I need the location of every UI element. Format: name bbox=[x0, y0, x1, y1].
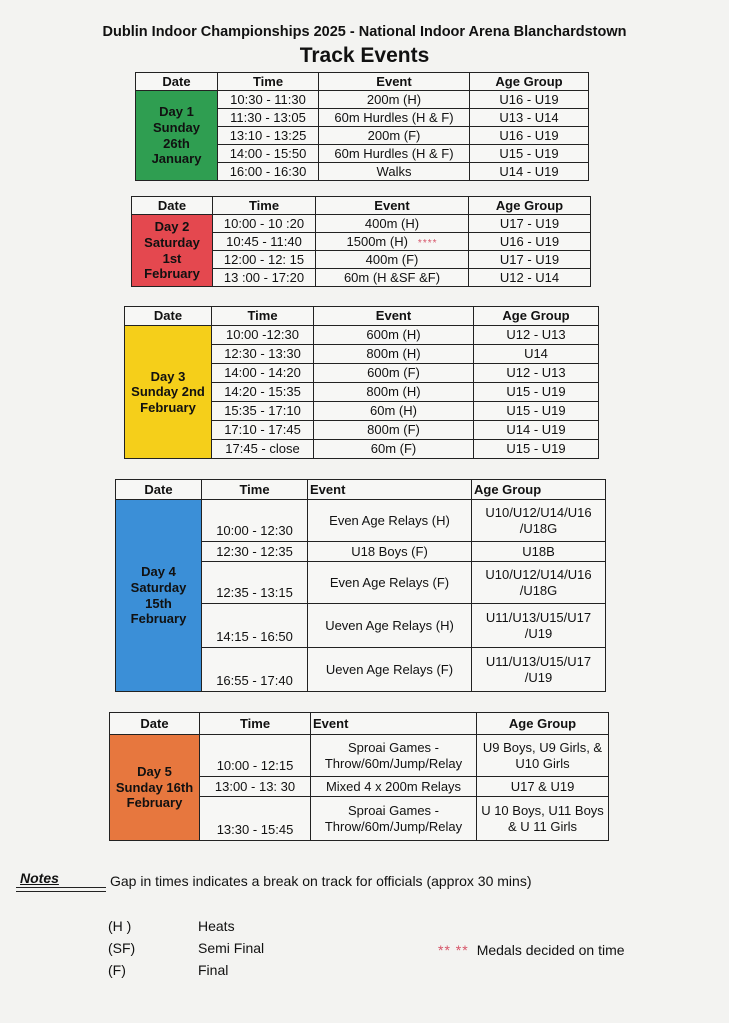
day1-table bbox=[135, 72, 589, 181]
age-cell: U13 - U14 bbox=[470, 109, 589, 127]
day5-table bbox=[109, 712, 609, 841]
day-label: Day 5 bbox=[137, 764, 172, 780]
legend-desc: Heats bbox=[198, 918, 235, 934]
medal-stars: **** bbox=[417, 237, 438, 249]
day-label: Saturday bbox=[130, 579, 187, 595]
day-label: Day 4 bbox=[141, 564, 176, 580]
header-time: Time bbox=[200, 713, 311, 735]
age-cell: U14 - U19 bbox=[474, 421, 599, 440]
age-cell: U18B bbox=[472, 542, 606, 562]
medals-text: Medals decided on time bbox=[476, 942, 625, 958]
header-age-group: Age Group bbox=[470, 73, 589, 91]
event-cell: Mixed 4 x 200m Relays bbox=[311, 777, 477, 797]
medals-note bbox=[438, 942, 625, 958]
header-event: Event bbox=[316, 197, 469, 215]
day-label: January bbox=[151, 151, 202, 167]
age-cell: U15 - U19 bbox=[474, 383, 599, 402]
header-time: Time bbox=[218, 73, 319, 91]
day-label: February bbox=[144, 266, 200, 282]
time-cell: 14:15 - 16:50 bbox=[202, 604, 308, 648]
age-cell: U10/U12/U14/U16 /U18G bbox=[472, 562, 606, 604]
notes-divider bbox=[16, 891, 106, 892]
age-cell: U9 Boys, U9 Girls, & U10 Girls bbox=[477, 735, 609, 777]
event-cell: 600m (F) bbox=[314, 364, 474, 383]
event-cell: U18 Boys (F) bbox=[308, 542, 472, 562]
legend-code: (SF) bbox=[108, 940, 136, 956]
legend-code: (H ) bbox=[108, 918, 132, 934]
day-label: 15th bbox=[145, 595, 172, 611]
header-date: Date bbox=[116, 480, 202, 500]
time-cell: 10:00 -12:30 bbox=[212, 326, 314, 345]
age-cell: U17 & U19 bbox=[477, 777, 609, 797]
event-cell: Sproai Games - Throw/60m/Jump/Relay bbox=[311, 735, 477, 777]
day4-table bbox=[115, 479, 606, 692]
day-label: Day 2 bbox=[154, 219, 190, 235]
age-cell: U14 bbox=[474, 345, 599, 364]
legend-desc: Final bbox=[198, 962, 229, 978]
notes-text: Gap in times indicates a break on track for officials (approx 30 mins) bbox=[110, 873, 532, 889]
day-label: Day 3 bbox=[150, 368, 186, 384]
day2-date-cell bbox=[132, 215, 213, 287]
header-event: Event bbox=[308, 480, 472, 500]
event-cell: Ueven Age Relays (F) bbox=[308, 648, 472, 692]
legend-desc: Semi Final bbox=[198, 940, 265, 956]
age-cell: U11/U13/U15/U17 /U19 bbox=[472, 648, 606, 692]
event-text: 1500m (H) bbox=[346, 233, 408, 249]
age-cell: U12 - U13 bbox=[474, 364, 599, 383]
age-cell: U11/U13/U15/U17 /U19 bbox=[472, 604, 606, 648]
age-cell: U 10 Boys, U11 Boys & U 11 Girls bbox=[477, 797, 609, 841]
medal-stars: ** ** bbox=[438, 942, 469, 958]
day3-date-cell bbox=[125, 326, 212, 459]
time-cell: 13:10 - 13:25 bbox=[218, 127, 319, 145]
day-label: Sunday 26th bbox=[153, 119, 200, 151]
legend-code: (F) bbox=[108, 962, 126, 978]
age-cell: U15 - U19 bbox=[474, 440, 599, 459]
header-time: Time bbox=[202, 480, 308, 500]
header-event: Event bbox=[319, 73, 470, 91]
event-cell: Even Age Relays (H) bbox=[308, 500, 472, 542]
day3-table bbox=[124, 306, 599, 459]
page-subtitle: Track Events bbox=[299, 44, 430, 67]
header-date: Date bbox=[132, 197, 213, 215]
event-cell: 200m (H) bbox=[319, 91, 470, 109]
event-cell: 600m (H) bbox=[314, 326, 474, 345]
day5-date-cell bbox=[110, 735, 200, 841]
header-date: Date bbox=[110, 713, 200, 735]
age-cell: U15 - U19 bbox=[474, 402, 599, 421]
age-cell: U16 - U19 bbox=[470, 91, 589, 109]
time-cell: 13:00 - 13: 30 bbox=[200, 777, 311, 797]
age-cell: U16 - U19 bbox=[470, 127, 589, 145]
time-cell: 13:30 - 15:45 bbox=[200, 797, 311, 841]
day-label: Sunday 16th bbox=[115, 779, 194, 795]
time-cell: 10:30 - 11:30 bbox=[218, 91, 319, 109]
table-row bbox=[116, 500, 606, 542]
day-label: February bbox=[126, 795, 183, 811]
age-cell: U16 - U19 bbox=[469, 233, 591, 251]
day-label: Sunday 2nd bbox=[131, 384, 205, 400]
time-cell: 14:00 - 14:20 bbox=[212, 364, 314, 383]
table-row bbox=[136, 91, 589, 109]
time-cell: 12:30 - 12:35 bbox=[202, 542, 308, 562]
event-cell: 200m (F) bbox=[319, 127, 470, 145]
header-event: Event bbox=[314, 307, 474, 326]
event-cell: 400m (F) bbox=[316, 251, 469, 269]
time-cell: 14:20 - 15:35 bbox=[212, 383, 314, 402]
day2-table bbox=[131, 196, 591, 287]
header-event: Event bbox=[311, 713, 477, 735]
time-cell: 16:00 - 16:30 bbox=[218, 163, 319, 181]
header-time: Time bbox=[212, 307, 314, 326]
age-cell: U10/U12/U14/U16 /U18G bbox=[472, 500, 606, 542]
time-cell: 10:00 - 12:15 bbox=[200, 735, 311, 777]
notes-divider bbox=[16, 887, 106, 888]
time-cell: 17:45 - close bbox=[212, 440, 314, 459]
page-title: Dublin Indoor Championships 2025 - National Indoor Arena Blanchardstown bbox=[102, 24, 627, 40]
day1-date-cell bbox=[136, 91, 218, 181]
event-cell: 800m (H) bbox=[314, 383, 474, 402]
event-cell: Sproai Games - Throw/60m/Jump/Relay bbox=[311, 797, 477, 841]
time-cell: 14:00 - 15:50 bbox=[218, 145, 319, 163]
event-cell: 60m (H &SF &F) bbox=[316, 269, 469, 287]
event-cell bbox=[316, 233, 469, 251]
age-cell: U17 - U19 bbox=[469, 251, 591, 269]
header-date: Date bbox=[125, 307, 212, 326]
day-label: February bbox=[140, 399, 196, 415]
table-row bbox=[132, 215, 591, 233]
time-cell: 10:00 - 10 :20 bbox=[213, 215, 316, 233]
table-row bbox=[110, 735, 609, 777]
event-cell: Even Age Relays (F) bbox=[308, 562, 472, 604]
event-cell: 60m Hurdles (H & F) bbox=[319, 109, 470, 127]
day-label: February bbox=[130, 611, 187, 627]
age-cell: U14 - U19 bbox=[470, 163, 589, 181]
event-cell: 800m (H) bbox=[314, 345, 474, 364]
header-age-group: Age Group bbox=[477, 713, 609, 735]
header-time: Time bbox=[213, 197, 316, 215]
age-cell: U12 - U14 bbox=[469, 269, 591, 287]
day-label: Day 1 bbox=[159, 104, 194, 120]
table-row bbox=[125, 326, 599, 345]
day-label: 1st bbox=[162, 250, 182, 266]
notes-label: Notes bbox=[20, 870, 59, 886]
time-cell: 10:45 - 11:40 bbox=[213, 233, 316, 251]
day-label: Saturday bbox=[144, 234, 200, 250]
time-cell: 10:00 - 12:30 bbox=[202, 500, 308, 542]
event-cell: Walks bbox=[319, 163, 470, 181]
age-cell: U15 - U19 bbox=[470, 145, 589, 163]
time-cell: 15:35 - 17:10 bbox=[212, 402, 314, 421]
event-cell: 400m (H) bbox=[316, 215, 469, 233]
event-cell: Ueven Age Relays (H) bbox=[308, 604, 472, 648]
age-cell: U17 - U19 bbox=[469, 215, 591, 233]
time-cell: 12:35 - 13:15 bbox=[202, 562, 308, 604]
time-cell: 12:00 - 12: 15 bbox=[213, 251, 316, 269]
header-age-group: Age Group bbox=[472, 480, 606, 500]
event-cell: 800m (F) bbox=[314, 421, 474, 440]
time-cell: 11:30 - 13:05 bbox=[218, 109, 319, 127]
time-cell: 17:10 - 17:45 bbox=[212, 421, 314, 440]
header-age-group: Age Group bbox=[469, 197, 591, 215]
event-cell: 60m (H) bbox=[314, 402, 474, 421]
time-cell: 16:55 - 17:40 bbox=[202, 648, 308, 692]
event-cell: 60m (F) bbox=[314, 440, 474, 459]
time-cell: 13 :00 - 17:20 bbox=[213, 269, 316, 287]
header-age-group: Age Group bbox=[474, 307, 599, 326]
header-date: Date bbox=[136, 73, 218, 91]
event-cell: 60m Hurdles (H & F) bbox=[319, 145, 470, 163]
age-cell: U12 - U13 bbox=[474, 326, 599, 345]
day4-date-cell bbox=[116, 500, 202, 692]
time-cell: 12:30 - 13:30 bbox=[212, 345, 314, 364]
